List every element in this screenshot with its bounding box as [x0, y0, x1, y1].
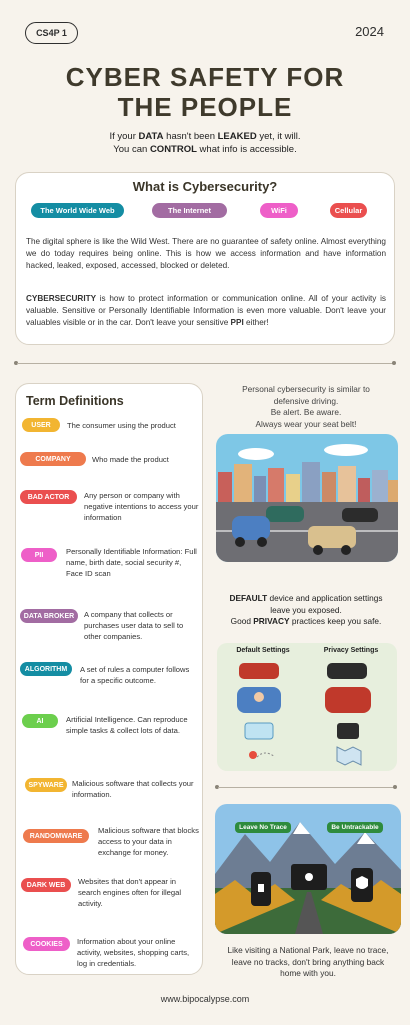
privacy-settings-heading: Privacy Settings — [323, 647, 379, 654]
term-def-spyware: Malicious software that collects your information. — [72, 779, 194, 800]
term-def-dark-web: Websites that don't appear in search engines often for illegal activity. — [78, 877, 182, 909]
term-def-data-broker: A company that collects or purchases user data to sell to other companies. — [84, 610, 184, 642]
series-tag: CS4P 1 — [25, 22, 78, 44]
term-def-randomware: Malicious software that blocks access to your data in exchange for money. — [98, 826, 199, 858]
term-label-data-broker: DATA BROKER — [20, 609, 78, 623]
term-label-pii: PII — [21, 548, 57, 562]
term-label-spyware: SPYWARE — [25, 778, 67, 792]
term-def-cookies: Information about your online activity, websites, shopping carts, log in credentials. — [77, 937, 190, 969]
comparison-icons — [217, 657, 397, 769]
term-def-pii: Personally Identifiable Information: Full name, birth date, social security #, Face ID scan — [66, 547, 197, 579]
term-label-randomware: RANDOMWARE — [23, 829, 89, 843]
traffic-illustration — [216, 434, 398, 562]
default-settings-heading: Default Settings — [236, 647, 290, 654]
term-label-ai: AI — [22, 714, 58, 728]
section-divider-2 — [218, 787, 394, 788]
driving-text: Personal cybersecurity is similar to defensive driving. Be alert. Be aware. Always wear your seat belt! — [242, 384, 370, 429]
term-label-cookies: COOKIES — [23, 937, 70, 951]
chip-wifi: WiFi — [260, 203, 298, 218]
term-def-company: Who made the product — [92, 455, 169, 464]
term-label-company: COMPANY — [20, 452, 86, 466]
term-def-algorithm: A set of rules a computer follows for a specific outcome. — [80, 665, 190, 686]
chip-internet: The Internet — [152, 203, 227, 218]
divider2-dot-right — [393, 785, 397, 789]
term-def-user: The consumer using the product — [67, 421, 176, 430]
cyber-paragraph-2: CYBERSECURITY is how to protect information or communication online. All of your activity is valuable. Sensitive or Personally Identifiable Information is even more valuable. Don't leave your valuables visible or in the car. Don't leave your sensitive PPI either! — [26, 294, 386, 328]
title-line-1: CYBER SAFETY FOR — [65, 62, 345, 92]
national-park-illustration — [215, 804, 401, 934]
chip-world-wide-web: The World Wide Web — [31, 203, 124, 218]
chip-be-untrackable: Be Untrackable — [327, 822, 383, 833]
settings-text: DEFAULT device and application settings leave you exposed. Good PRIVACY practices keep you safe. — [229, 593, 383, 626]
divider-dot-right — [392, 361, 396, 365]
terms-title: Term Definitions — [26, 394, 124, 408]
page-title — [0, 62, 410, 122]
term-def-bad-actor: Any person or company with negative intentions to access your information — [84, 491, 199, 523]
term-label-dark-web: DARK WEB — [21, 878, 71, 892]
park-text: Like visiting a National Park, leave no trace, leave no tracks, don't bring anything back home with you. — [227, 945, 389, 978]
term-definitions-card — [15, 383, 203, 975]
chip-cellular: Cellular — [330, 203, 367, 218]
term-label-bad-actor: BAD ACTOR — [20, 490, 77, 504]
cyber-paragraph-1: The digital sphere is like the Wild West. There are no guarantee of safety online. Almost everything we do today requires being online. This is how we access information and have information hacked, leaked, exposed, accessed, blocked or deleted. — [26, 237, 386, 271]
section-divider — [17, 363, 393, 364]
title-line-2: THE PEOPLE — [117, 92, 293, 122]
term-label-user: USER — [22, 418, 60, 432]
cybersecurity-card — [15, 172, 395, 345]
cybersecurity-title: What is Cybersecurity? — [132, 179, 278, 194]
year-label: 2024 — [355, 24, 384, 39]
term-def-ai: Artificial Intelligence. Can reproduce simple tasks & collect lots of data. — [66, 715, 188, 736]
chip-leave-no-trace: Leave No Trace — [235, 822, 291, 833]
settings-comparison — [217, 643, 397, 771]
footer-url: www.bipocalypse.com — [160, 994, 250, 1004]
term-label-algorithm: ALGORITHM — [20, 662, 72, 676]
subtitle: If your DATA hasn't been LEAKED yet, it will. You can CONTROL what info is accessible. — [109, 131, 301, 155]
